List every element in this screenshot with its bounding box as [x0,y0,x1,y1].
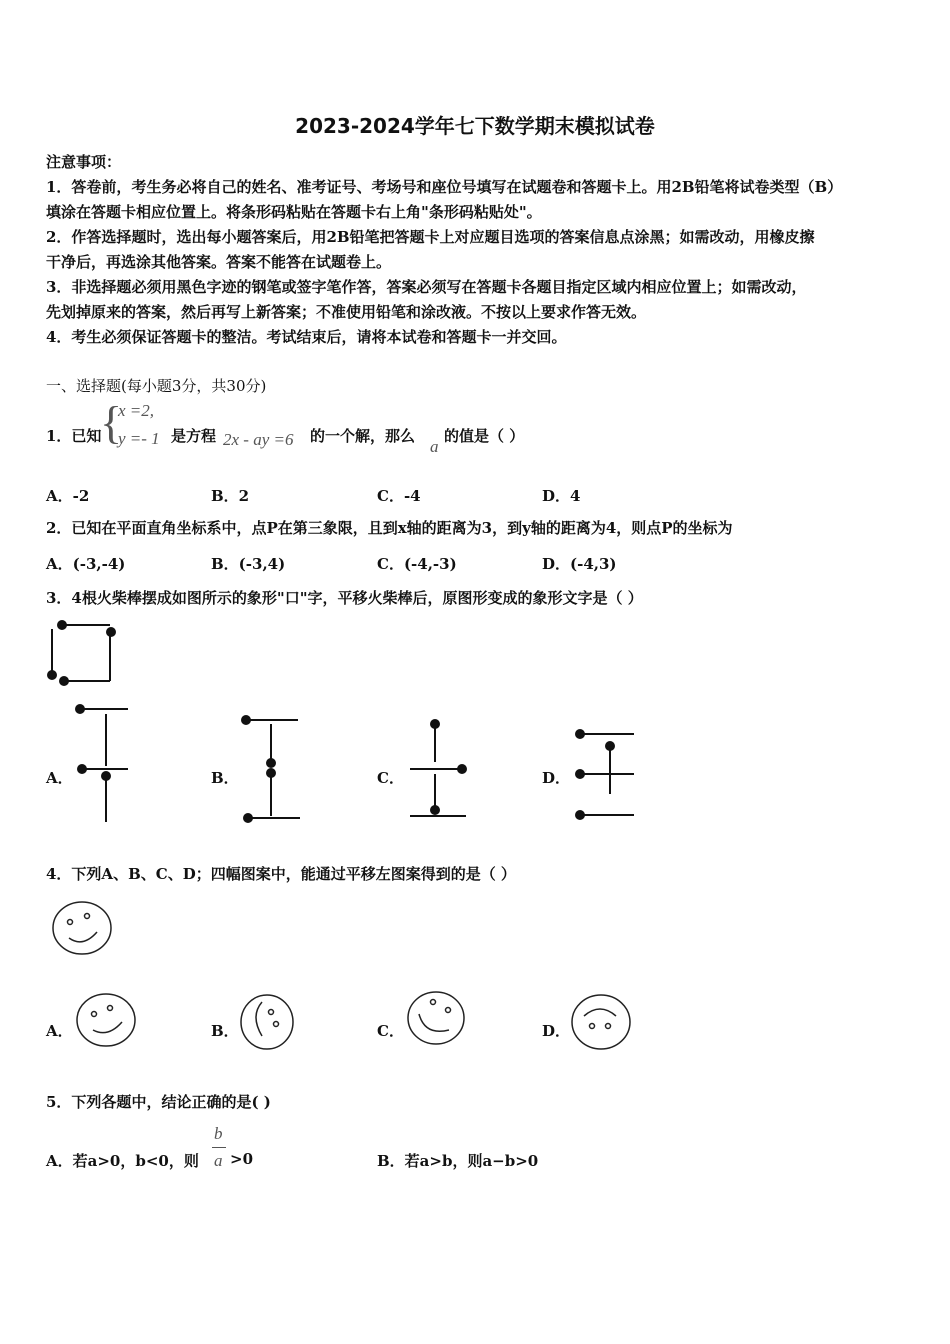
q1-option-d[interactable]: D．4 [542,487,581,505]
q3-option-a[interactable]: A． [46,769,73,787]
q3-option-b[interactable]: B． [211,769,239,787]
q4-option-b[interactable]: B． [211,1022,239,1040]
smiley-face-a[interactable] [72,990,138,1050]
page-title: 2023-2024学年七下数学期末模拟试卷 [295,114,655,138]
matchstick-figure-original [40,615,130,695]
q1-option-a[interactable]: A．-2 [46,487,90,505]
q1-prefix: 1．已知 [46,427,102,445]
matchstick-figure-a[interactable] [70,700,140,825]
q2-text: 2．已知在平面直角坐标系中，点P在第三象限，且到x轴的距离为3，到y轴的距离为4，则点P的坐标为 [46,519,733,537]
q3-option-c[interactable]: C． [377,769,404,787]
q2-option-d[interactable]: D．(-4,3) [542,555,617,573]
section-heading: 一、选择题(每小题3分，共30分) [46,377,267,395]
q2-option-a[interactable]: A．(-3,-4) [46,555,126,573]
fraction-bar [212,1147,226,1148]
smiley-face-d[interactable] [568,992,634,1052]
q3-text: 3．4根火柴棒摆成如图所示的象形"口"字，平移火柴棒后，原图形变成的象形文字是（ ） [46,589,643,607]
q1-equation: 2x - ay =6 [223,430,294,449]
fraction-denominator: a [214,1151,223,1170]
notes-line: 先划掉原来的答案，然后再写上新答案；不准使用铅笔和涂改液。不按以上要求作答无效。 [46,303,647,321]
notes-line: 填涂在答题卡相应位置上。将条形码粘贴在答题卡右上角"条形码粘贴处"。 [46,203,542,221]
notes-line: 4．考生必须保证答题卡的整洁。考试结束后，请将本试卷和答题卡一并交回。 [46,328,567,346]
q4-option-c[interactable]: C． [377,1022,404,1040]
notes-line: 干净后，再选涂其他答案。答案不能答在试题卷上。 [46,253,392,271]
smiley-face-original [50,898,116,960]
q5-option-a-suffix: >0 [230,1150,254,1168]
q1-option-b[interactable]: B．2 [211,487,250,505]
q4-option-a[interactable]: A． [46,1022,73,1040]
q1-option-c[interactable]: C．-4 [377,487,421,505]
q3-option-d[interactable]: D． [542,769,571,787]
notes-line: 1．答卷前，考生务必将自己的姓名、准考证号、考场号和座位号填写在试题卷和答题卡上。用2B铅笔将试卷类型（B） [46,178,843,196]
notes-line: 2．作答选择题时，选出每小题答案后，用2B铅笔把答题卡上对应题目选项的答案信息点涂黑；如需改动，用橡皮擦 [46,228,815,246]
q2-option-b[interactable]: B．(-3,4) [211,555,286,573]
q1-suffix: 的值是（ ） [444,427,525,445]
q5-option-b[interactable]: B．若a>b，则a−b>0 [377,1152,539,1170]
q1-var: a [430,437,439,456]
q4-text: 4．下列A、B、C、D；四幅图案中，能通过平移左图案得到的是（ ） [46,865,516,883]
q5-text: 5．下列各题中，结论正确的是( ) [46,1093,271,1111]
q1-eq1: x =2, [118,401,155,420]
smiley-face-b[interactable] [238,992,298,1052]
notes-heading: 注意事项： [46,153,122,171]
q1-mid2: 的一个解，那么 [310,427,416,445]
q1-mid: 是方程 [171,427,217,445]
q5-option-a[interactable] [46,1150,199,1171]
q4-option-d[interactable]: D． [542,1022,571,1040]
matchstick-figure-d[interactable] [570,722,645,827]
q2-option-c[interactable]: C．(-4,-3) [377,555,457,573]
notes-line: 3．非选择题必须用黑色字迹的钢笔或签字笔作答，答案必须写在答题卡各题目指定区域内相应位置上；如需改动， [46,278,807,296]
system-brace: { [100,397,123,448]
matchstick-figure-c[interactable] [400,712,475,827]
matchstick-figure-b[interactable] [236,710,306,828]
q5-option-a-prefix: A．若a>0，b<0，则 [46,1152,199,1170]
fraction-numerator: b [214,1124,223,1143]
smiley-face-c[interactable] [403,988,469,1048]
q1-eq2: y =- 1 [118,429,160,448]
